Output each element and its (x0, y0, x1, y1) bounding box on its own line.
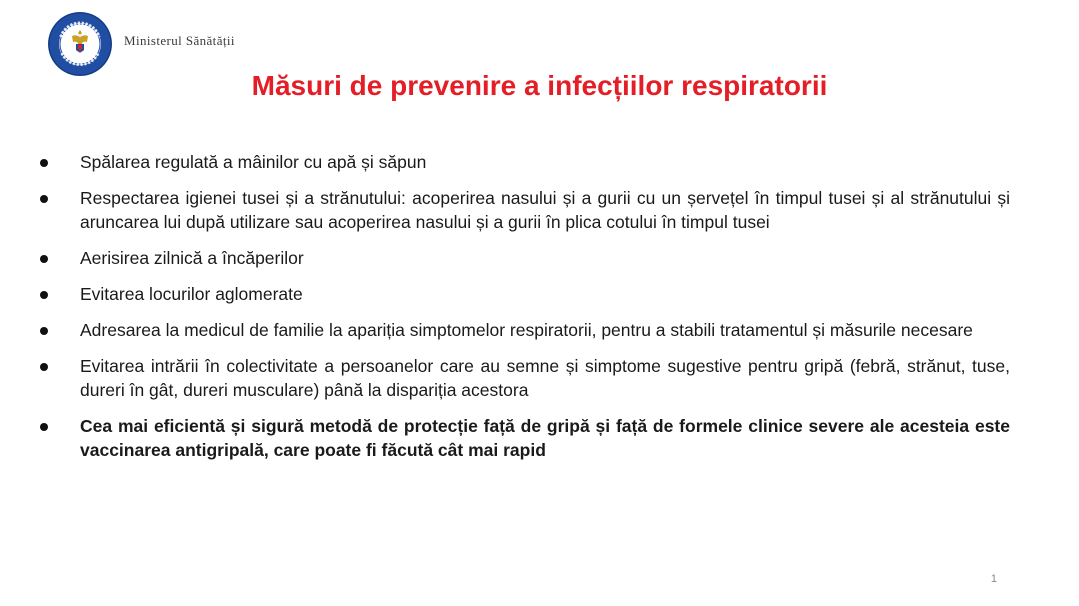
bullet-icon (40, 195, 48, 203)
page-number: 1 (990, 573, 997, 585)
header (47, 11, 235, 77)
bullet-icon (40, 423, 48, 431)
list-item (38, 282, 1010, 306)
list-item (38, 354, 1010, 402)
list-item-text: Adresarea la medicul de familie la apariția simptomelor respiratorii, pentru a stabili tratamentul și măsurile necesare (80, 320, 973, 340)
bullet-icon (40, 363, 48, 371)
page-title: Măsuri de prevenire a infecțiilor respiratorii (251, 70, 828, 101)
list-item-text: Spălarea regulată a mâinilor cu apă și săpun (80, 152, 427, 172)
list-item-text: Respectarea igienei tusei și a strănutului: acoperirea nasului și a gurii cu un șervețel în timpul tusei și al strănutului și aruncarea lui după utilizare sau acoperirea nasului și a gurii în plica cotului în timpul tusei (80, 188, 1010, 232)
list-item (38, 150, 1010, 174)
list-item (38, 414, 1010, 462)
government-seal-logo (47, 11, 113, 77)
list-item (38, 186, 1010, 234)
list-item-text: Aerisirea zilnică a încăperilor (80, 248, 304, 268)
list-item-text: Evitarea locurilor aglomerate (80, 284, 303, 304)
ministry-name: Ministerul Sănătății (124, 33, 235, 48)
bullet-icon (40, 255, 48, 263)
list-item (38, 246, 1010, 270)
prevention-measures-list (38, 150, 1010, 474)
list-item (38, 318, 1010, 342)
bullet-icon (40, 159, 48, 167)
bullet-icon (40, 291, 48, 299)
list-item-text: Cea mai eficientă și sigură metodă de protecție față de gripă și față de formele clinice severe ale acesteia este vaccinarea antigripală, care poate fi făcută cât mai rapid (80, 416, 1010, 460)
list-item-text: Evitarea intrării în colectivitate a persoanelor care au semne și simptome sugestive pentru gripă (febră, strănut, tuse, dureri în gât, dureri musculare) până la dispariția acestora (80, 356, 1010, 400)
bullet-icon (40, 327, 48, 335)
